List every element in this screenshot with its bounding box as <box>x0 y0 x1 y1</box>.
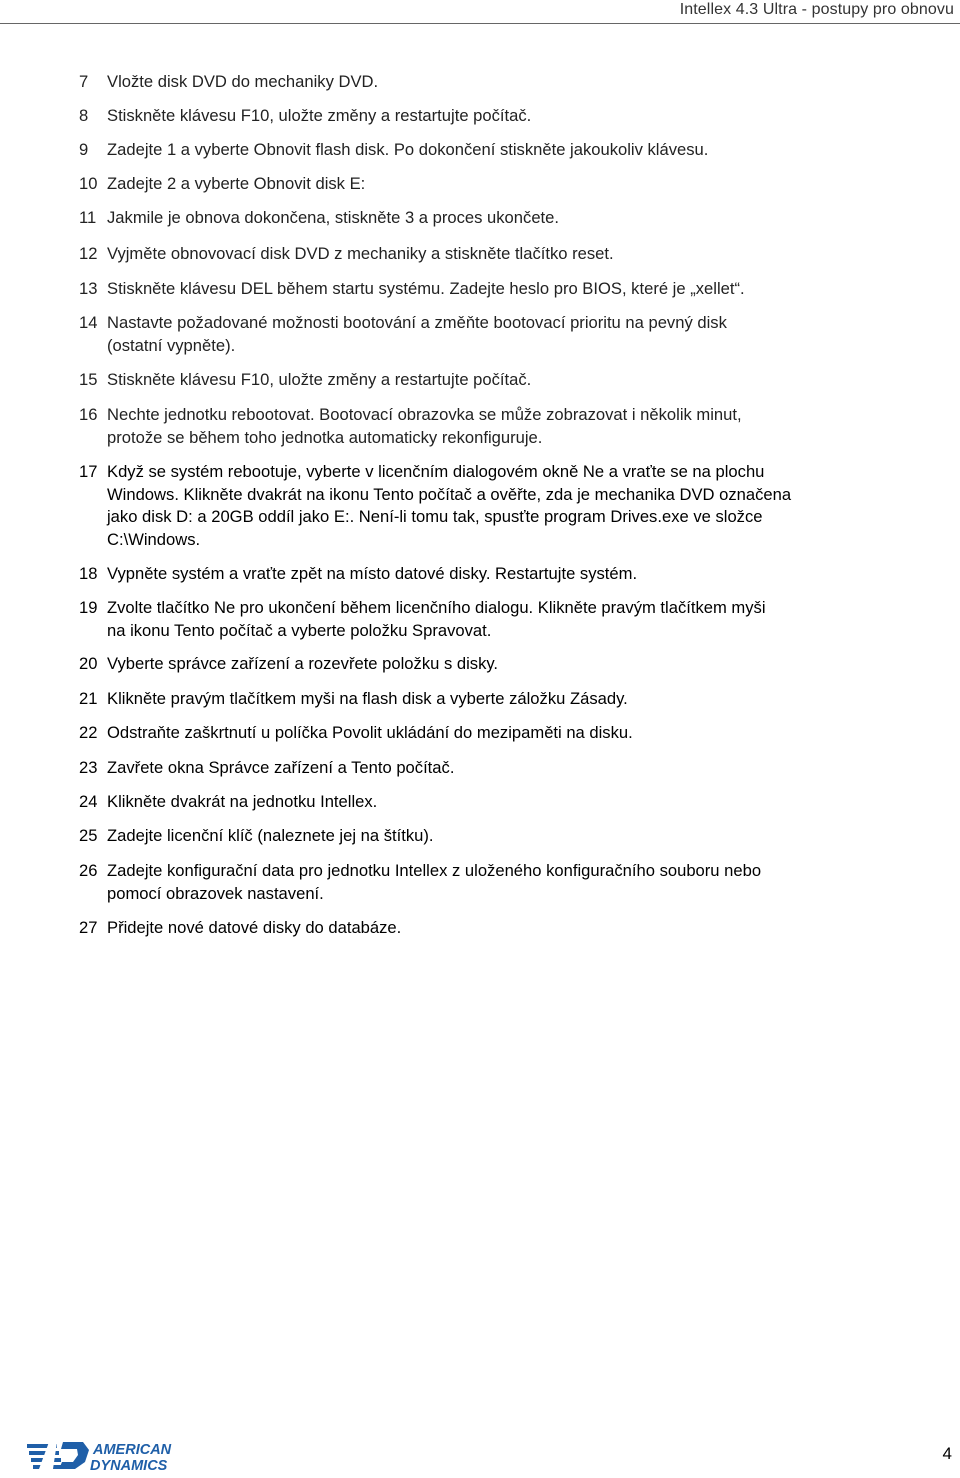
logo-text-dynamics: DYNAMICS <box>90 1458 168 1474</box>
header-title: Intellex 4.3 Ultra - postupy pro obnovu <box>679 1 954 18</box>
logo-text-american: AMERICAN <box>93 1442 172 1458</box>
step-text: Zadejte konfigurační data pro jednotku Intellex z uloženého konfiguračního souboru nebo pomocí obrazovek nastavení. <box>107 861 762 903</box>
step-text: Zavřete okna Správce zařízení a Tento počítač. <box>107 758 455 777</box>
american-dynamics-logo <box>27 1438 227 1474</box>
step-text: Zadejte licenční klíč (naleznete jej na štítku). <box>107 826 434 845</box>
step-number: 10 <box>79 174 98 193</box>
step-number: 7 <box>79 72 89 91</box>
step-number: 22 <box>79 723 98 742</box>
step-text: Vyberte správce zařízení a rozevřete položku s disky. <box>107 654 499 673</box>
step-text: Nastavte požadované možnosti bootování a změňte bootovací prioritu na pevný disk (ostatní vypněte). <box>107 313 727 355</box>
step-text: Vyjměte obnovovací disk DVD z mechaniky a stiskněte tlačítko reset. <box>107 244 614 263</box>
header-rule <box>0 23 960 24</box>
step-text: Nechte jednotku rebootovat. Bootovací obrazovka se může zobrazovat i několik minut, protože se během toho jednotka automaticky rekonfiguruje. <box>107 405 742 447</box>
ad-monogram <box>27 1442 89 1469</box>
page-number: 4 <box>942 1444 952 1463</box>
step-text: Zadejte 2 a vyberte Obnovit disk E: <box>107 174 366 193</box>
step-number: 15 <box>79 370 98 389</box>
step-number: 26 <box>79 861 98 880</box>
step-number: 11 <box>79 208 97 227</box>
step-text: Stiskněte klávesu F10, uložte změny a restartujte počítač. <box>107 370 532 389</box>
step-number: 9 <box>79 140 89 159</box>
step-number: 25 <box>79 826 98 845</box>
step-text: Stiskněte klávesu DEL během startu systému. Zadejte heslo pro BIOS, které je „xellet“. <box>107 279 745 298</box>
step-number: 16 <box>79 405 98 424</box>
step-number: 8 <box>79 106 89 125</box>
step-text: Klikněte dvakrát na jednotku Intellex. <box>107 792 378 811</box>
page-header <box>0 0 960 24</box>
step-number: 12 <box>79 244 98 263</box>
step-text: Klikněte pravým tlačítkem myši na flash disk a vyberte záložku Zásady. <box>107 689 628 708</box>
step-text: Přidejte nové datové disky do databáze. <box>107 918 402 937</box>
step-number: 17 <box>79 462 98 481</box>
step-number: 27 <box>79 918 98 937</box>
step-text: Zadejte 1 a vyberte Obnovit flash disk. Po dokončení stiskněte jakoukoliv klávesu. <box>107 140 709 159</box>
step-text: Vypněte systém a vraťte zpět na místo datové disky. Restartujte systém. <box>107 564 638 583</box>
step-number: 13 <box>79 279 98 298</box>
step-number: 18 <box>79 564 98 583</box>
step-number: 20 <box>79 654 98 673</box>
step-text: Stiskněte klávesu F10, uložte změny a restartujte počítač. <box>107 106 532 125</box>
step-number: 14 <box>79 313 98 332</box>
step-text: Jakmile je obnova dokončena, stiskněte 3 a proces ukončete. <box>107 208 559 227</box>
step-text: Odstraňte zaškrtnutí u políčka Povolit ukládání do mezipaměti na disku. <box>107 723 633 742</box>
step-number: 21 <box>79 689 98 708</box>
step-number: 19 <box>79 598 98 617</box>
step-text: Když se systém rebootuje, vyberte v licenčním dialogovém okně Ne a vraťte se na plochu Windows. Klikněte dvakrát na ikonu Tento počítač a ověřte, zda je mechanika DVD označena jako disk D: a 20GB oddíl jako E:. Není-li tomu tak, spusťte program Drives.exe ve složce C:\Windows. <box>107 462 792 549</box>
step-text: Zvolte tlačítko Ne pro ukončení během licenčního dialogu. Klikněte pravým tlačítkem myši na ikonu Tento počítač a vyberte položku Spravovat. <box>107 598 766 640</box>
step-number: 23 <box>79 758 98 777</box>
step-number: 24 <box>79 792 98 811</box>
step-text: Vložte disk DVD do mechaniky DVD. <box>107 72 379 91</box>
